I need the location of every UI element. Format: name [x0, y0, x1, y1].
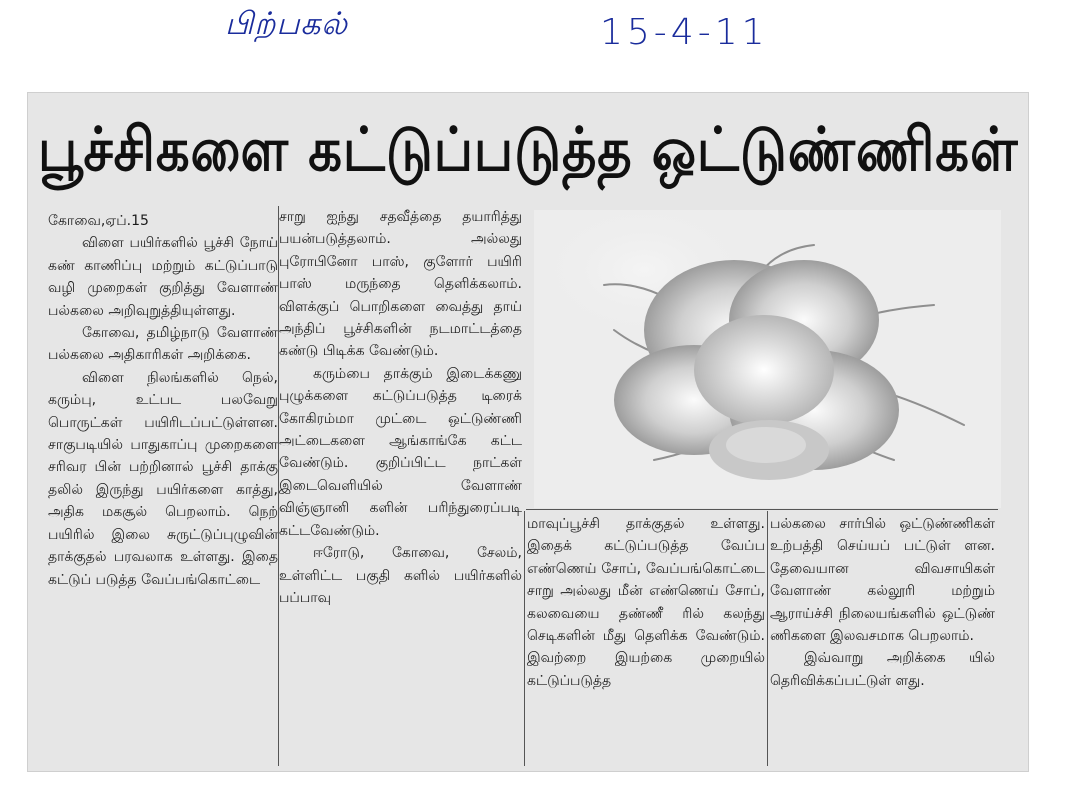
paragraph: இவ்வாறு அறிக்கை யில் தெரிவிக்கப்பட்டுள் ளது. — [770, 650, 995, 689]
paragraph: பல்கலை சார்பில் ஒட்டுண்ணிகள் உற்பத்தி செய்யப் பட்டுள் ளன. தேவையான விவசாயிகள் வேளாண் கல்லூரி மற்றும் ஆராய்ச்சி நிலையங்களில் ஒட்டுண் ணிகளை இலவசமாக பெறலாம். — [770, 516, 995, 645]
paragraph: சாறு ஐந்து சதவீத்தை தயாரித்து பயன்படுத்தலாம். அல்லது புரோபினோ பாஸ், குளோர் பயிரி பாஸ் மருந்தை தெளிக்கலாம். விளக்குப் பொறிகளை வைத்து தாய் அந்திப் பூச்சிகளின் நடமாட்டத்தை கண்டு பிடிக்க வேண்டும். — [279, 209, 522, 360]
flower-photo — [534, 210, 1001, 508]
article-column-2 — [279, 206, 522, 768]
dateline: கோவை,ஏப்.15 — [48, 213, 149, 229]
photo-bottom-rule — [526, 509, 998, 510]
column-rule — [524, 511, 525, 766]
handwritten-source-label: பிற்பகல் — [225, 6, 349, 42]
article-column-3 — [527, 513, 765, 763]
article-column-4 — [770, 513, 995, 763]
newspaper-clipping — [28, 93, 1028, 771]
column-rule — [767, 511, 768, 766]
handwritten-date: 15-4-11 — [600, 12, 769, 53]
paragraph: ஈரோடு, கோவை, சேலம், உள்ளிட்ட பகுதி களில் பயிர்களில் பப்பாவு — [279, 545, 522, 606]
paragraph: விளை நிலங்களில் நெல், கரும்பு, உட்பட பலவேறு பொருட்கள் பயிரிடப்பட்டுள்ளன. சாகுபடியில் பாதுகாப்பு முறைகளை சரிவர பின் பற்றினால் பூச்சி தாக்கு தலில் இருந்து பயிர்களை காத்து, அதிக மகசூல் பெறலாம். நெற் பயிரில் இலை சுருட்டுப்புழுவின் தாக்குதல் பரவலாக உள்ளது. இதை கட்டுப் படுத்த வேப்பங்கொட்டை — [48, 369, 278, 588]
article-headline: பூச்சிகளை கட்டுப்படுத்த ஒட்டுண்ணிகள் — [38, 115, 1019, 185]
paragraph: மாவுப்பூச்சி தாக்குதல் உள்ளது. இதைக் கட்டுப்படுத்த வேப்ப எண்ணெய் சோப், வேப்பங்கொட்டை சாறு அல்லது மீன் எண்ணெய் சோப், கலவையை தண்ணீ ரில் கலந்து செடிகளின் மீது தெளிக்க வேண்டும். இவற்றை இயற்கை முறையில் கட்டுப்படுத்த — [527, 516, 765, 689]
paragraph: கரும்பை தாக்கும் இடைக்கணு புழுக்களை கட்டுப்படுத்த டிரைக் கோகிரம்மா முட்டை ஒட்டுண்ணி அட்டைகளை ஆங்காங்கே கட்ட வேண்டும். குறிப்பிட்ட நாட்கள் இடைவெளியில் வேளாண் விஞ்ஞானி களின் பரிந்துரைப்படி கட்டவேண்டும். — [279, 365, 522, 539]
article-column-1 — [48, 210, 278, 770]
flower-illustration — [534, 210, 1001, 508]
paragraph: கோவை, தமிழ்நாடு வேளாண் பல்கலை அதிகாரிகள் அறிக்கை. — [48, 325, 278, 364]
paragraph: விளை பயிர்களில் பூச்சி நோய் கண் காணிப்பு மற்றும் கட்டுப்பாடு வழி முறைகள் குறித்து வேளாண் பல்கலை அறிவுறுத்தியுள்ளது. — [48, 235, 278, 319]
